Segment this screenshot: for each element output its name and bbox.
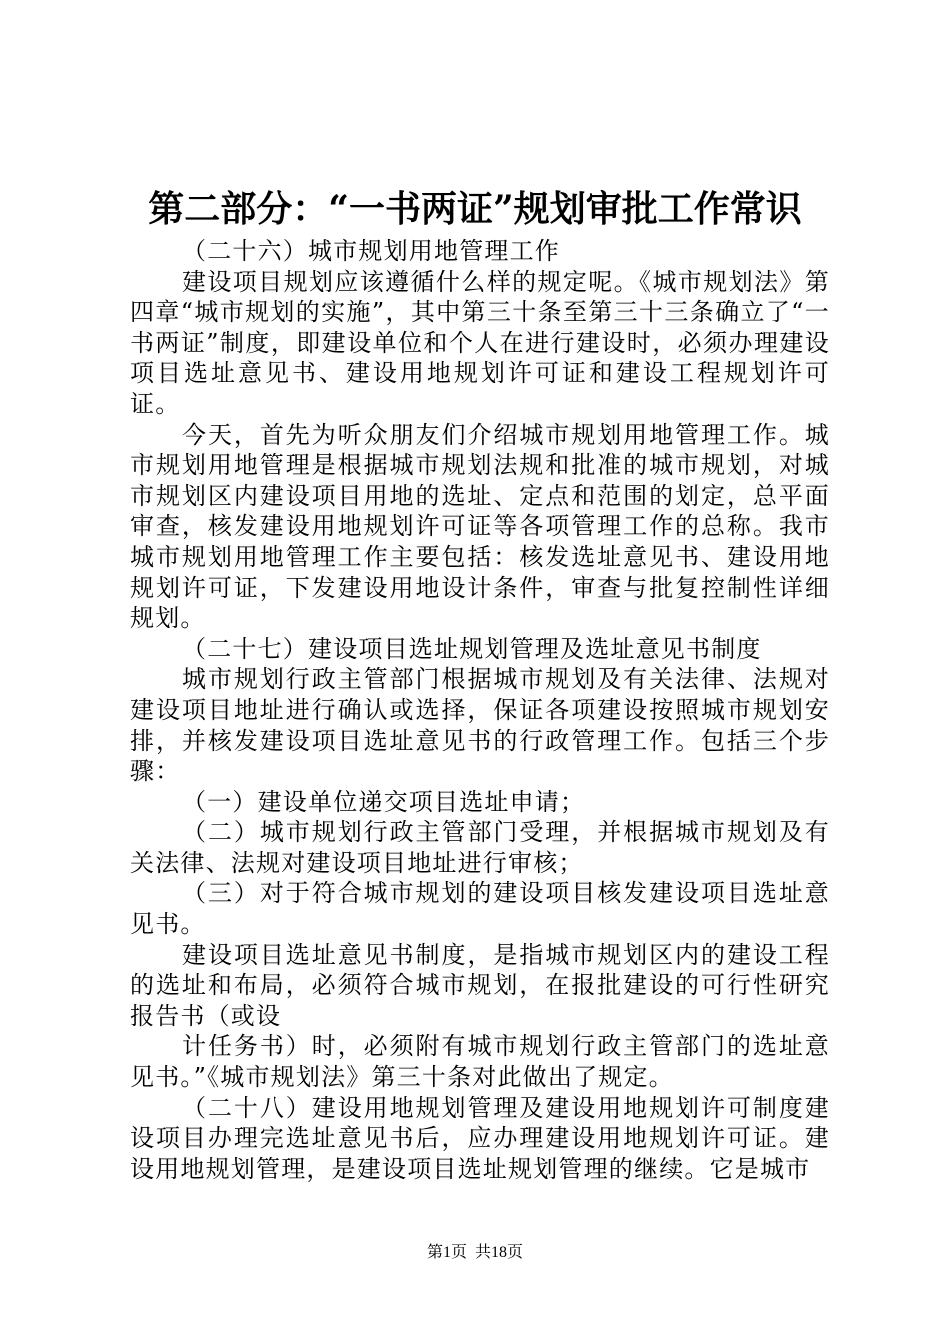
- document-body: [130, 236, 830, 1184]
- paragraph: （二十七）建设项目选址规划管理及选址意见书制度: [182, 634, 762, 663]
- paragraph: （二十八）建设用地规划管理及建设用地规划许可制度建设项目办理完选址意见书后，应办理建设用地规划许可证。建设用地规划管理，是建设项目选址规划管理的继续。它是城市: [130, 1093, 830, 1183]
- page-total: 共18页: [475, 1244, 524, 1261]
- paragraph: 建设项目规划应该遵循什么样的规定呢。《城市规划法》第四章“城市规划的实施”，其中第三十条至第三十三条确立了“一书两证”制度，即建设单位和个人在进行建设时，必须办理建设项目选址意见书、建设用地规划许可证和建设工程规划许可证。: [130, 267, 830, 418]
- page-footer: [0, 1243, 950, 1263]
- paragraph: （三）对于符合城市规划的建设项目核发建设项目选址意见书。: [130, 879, 830, 939]
- paragraph: 今天，首先为听众朋友们介绍城市规划用地管理工作。城市规划用地管理是根据城市规划法规和批准的城市规划，对城市规划区内建设项目用地的选址、定点和范围的划定，总平面审查，核发建设用地规划许可证等各项管理工作的总称。我市城市规划用地管理工作主要包括：核发选址意见书、建设用地规划许可证，下发建设用地设计条件，审查与批复控制性详细规划。: [130, 420, 830, 633]
- paragraph: 城市规划行政主管部门根据城市规划及有关法律、法规对建设项目地址进行确认或选择，保证各项建设按照城市规划安排，并核发建设项目选址意见书的行政管理工作。包括三个步骤：: [130, 665, 830, 786]
- document-title: 第二部分：“一书两证”规划审批工作常识: [148, 188, 802, 230]
- page-number: 第1页: [426, 1244, 467, 1261]
- paragraph: （二）城市规划行政主管部门受理，并根据城市规划及有关法律、法规对建设项目地址进行审核；: [130, 818, 830, 877]
- paragraph: （二十六）城市规划用地管理工作: [182, 237, 560, 265]
- paragraph: （一）建设单位递交项目选址申请；: [182, 787, 586, 816]
- paragraph: 计任务书）时，必须附有城市规划行政主管部门的选址意见书。”《城市规划法》第三十条对此做出了规定。: [130, 1032, 830, 1092]
- paragraph: 建设项目选址意见书制度，是指城市规划区内的建设工程的选址和布局，必须符合城市规划，在报批建设的可行性研究报告书（或设: [130, 940, 830, 1030]
